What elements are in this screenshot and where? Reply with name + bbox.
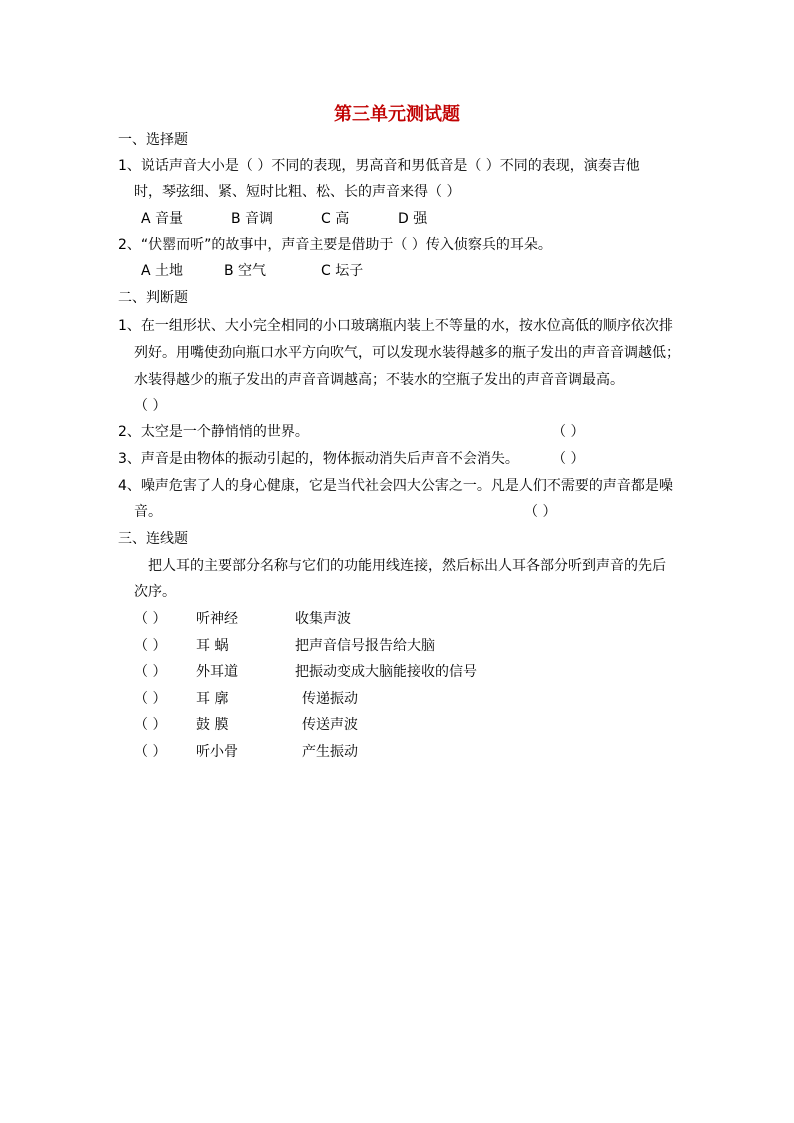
choice-q1-line1: 1、说话声音大小是（ ）不同的表现，男高音和男低音是（ ）不同的表现，演奏吉他 (118, 158, 640, 174)
judge-q2-answer-paren: （ ） (552, 424, 585, 440)
choice-q1-option-d: D 强 (398, 211, 428, 227)
matching-row-1-function: 收集声波 (295, 611, 351, 627)
choice-q2-option-b: B 空气 (224, 263, 267, 279)
judge-q4-line1: 4、噪声危害了人的身心健康，它是当代社会四大公害之一。凡是人们不需要的声音都是噪 (118, 478, 673, 494)
section-heading-judgement: 二、判断题 (118, 290, 188, 306)
matching-row-5-paren: （ ） (134, 717, 167, 733)
choice-q2-option-c: C 坛子 (321, 263, 364, 279)
matching-intro-line2: 次序。 (134, 584, 176, 600)
matching-intro-line1: 把人耳的主要部分名称与它们的功能用线连接，然后标出人耳各部分听到声音的先后 (148, 558, 666, 574)
page-title: 第三单元测试题 (334, 104, 460, 125)
matching-row-2-paren: （ ） (134, 638, 167, 654)
choice-q1-option-c: C 高 (321, 211, 350, 227)
matching-row-6-paren: （ ） (134, 744, 167, 760)
judge-q1-line1: 1、在一组形状、大小完全相同的小口玻璃瓶内装上不等量的水，按水位高低的顺序依次排 (118, 318, 673, 334)
matching-row-4-function: 传递振动 (302, 691, 358, 707)
judge-q4-line2: 音。 (134, 504, 162, 520)
matching-row-4-paren: （ ） (134, 691, 167, 707)
matching-row-1-paren: （ ） (134, 611, 167, 627)
choice-q1-option-b: B 音调 (231, 211, 274, 227)
matching-row-5-function: 传送声波 (302, 717, 358, 733)
matching-row-4-part: 耳 廓 (196, 691, 229, 707)
choice-q2-line1: 2、“伏罂而听”的故事中，声音主要是借助于（ ）传入侦察兵的耳朵。 (118, 237, 552, 253)
matching-row-6-part: 听小骨 (196, 744, 238, 760)
judge-q4-answer-paren: （ ） (524, 504, 557, 520)
matching-row-2-part: 耳 蜗 (196, 638, 229, 654)
judge-q3-text: 3、声音是由物体的振动引起的，物体振动消失后声音不会消失。 (118, 451, 519, 467)
judge-q3-answer-paren: （ ） (552, 451, 585, 467)
judge-q1-answer-paren: （ ） (134, 398, 167, 414)
matching-row-3-part: 外耳道 (196, 664, 238, 680)
matching-row-2-function: 把声音信号报告给大脑 (295, 638, 435, 654)
choice-q1-option-a: A 音量 (141, 211, 184, 227)
matching-row-1-part: 听神经 (196, 611, 238, 627)
matching-row-6-function: 产生振动 (302, 744, 358, 760)
matching-row-3-function: 把振动变成大脑能接收的信号 (295, 664, 477, 680)
section-heading-matching: 三、连线题 (118, 531, 188, 547)
judge-q2-text: 2、太空是一个静悄悄的世界。 (118, 424, 309, 440)
section-heading-choice: 一、选择题 (118, 132, 188, 148)
choice-q2-option-a: A 土地 (141, 263, 184, 279)
matching-row-5-part: 鼓 膜 (196, 717, 229, 733)
judge-q1-line2: 列好。用嘴使劲向瓶口水平方向吹气，可以发现水装得越多的瓶子发出的声音音调越低； (134, 345, 680, 361)
matching-row-3-paren: （ ） (134, 664, 167, 680)
judge-q1-line3: 水装得越少的瓶子发出的声音音调越高；不装水的空瓶子发出的声音音调最高。 (134, 372, 624, 388)
choice-q1-line2: 时，琴弦细、紧、短时比粗、松、长的声音来得（ ） (134, 184, 461, 200)
